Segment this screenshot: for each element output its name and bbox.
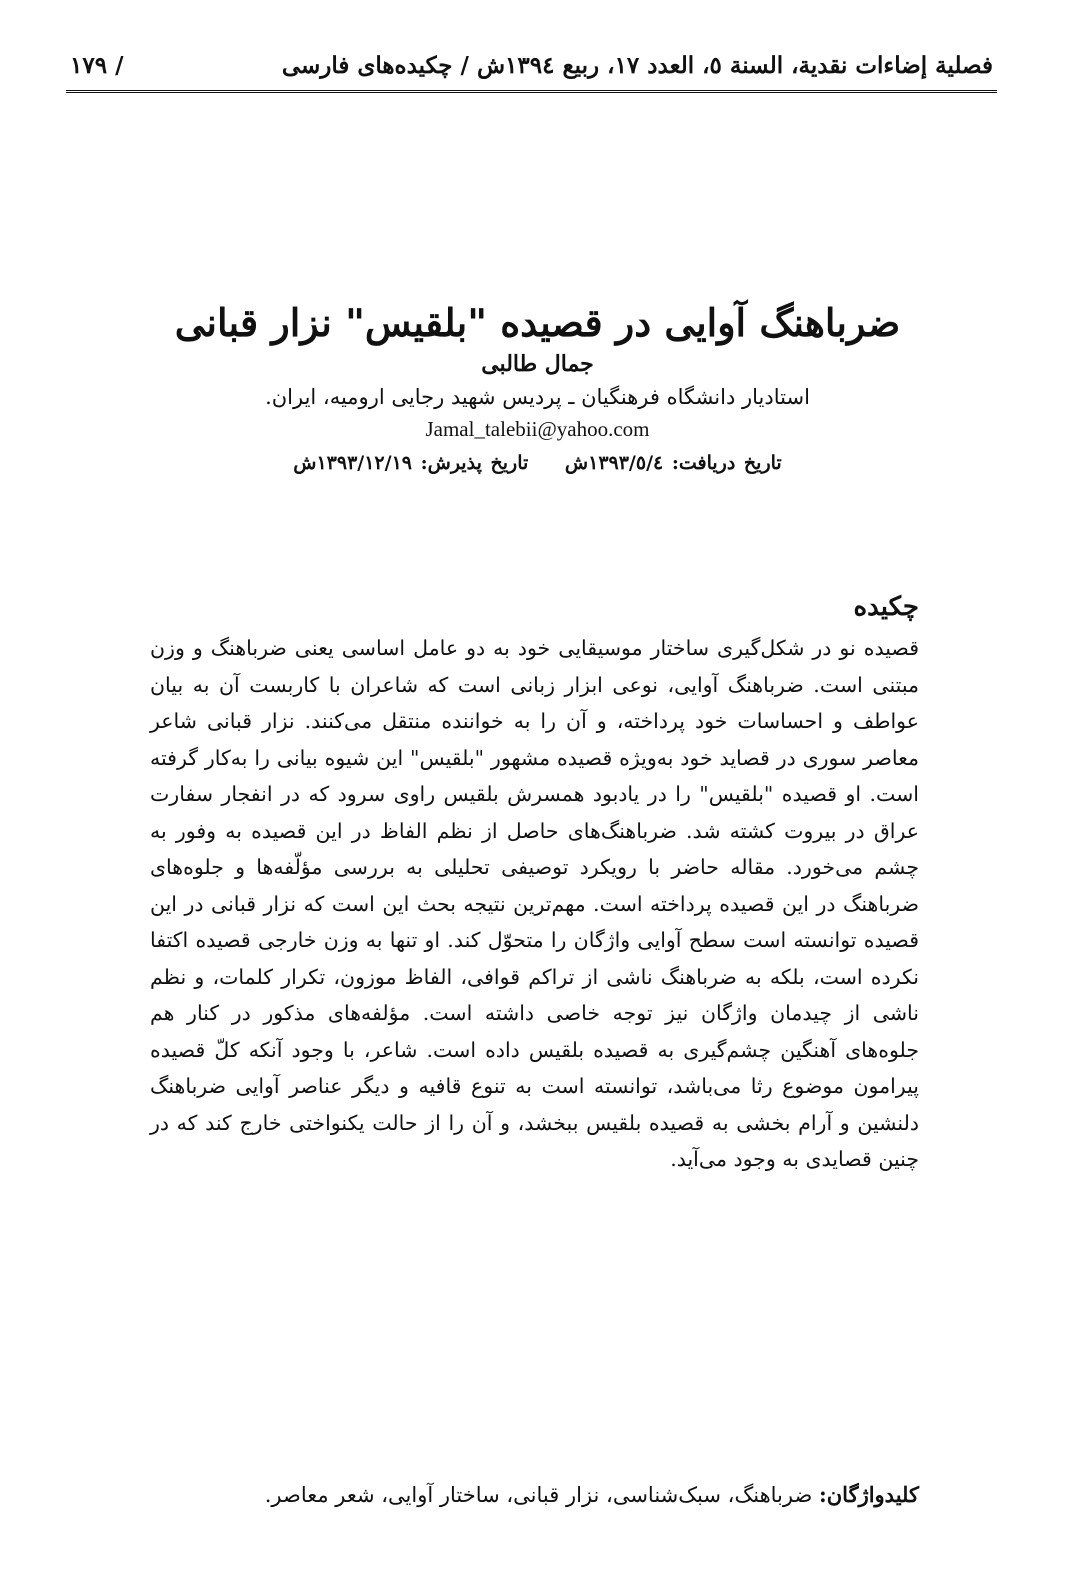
journal-info: فصلية إضاءات نقدية، السنة ٥، العدد ١٧، ربيع ١٣٩٤ش / چکیده‌های فارسی <box>281 51 993 79</box>
keywords <box>150 1482 919 1507</box>
title-block <box>100 300 975 474</box>
abstract-heading: چکیده <box>853 592 919 622</box>
running-header <box>66 40 997 93</box>
abstract-body: قصیده نو در شکل‌گیری ساختار موسیقایی خود به دو عامل اساسی یعنی ضرباهنگ و وزن مبتنی است. ضرباهنگ آوایی، نوعی ابزار زبانی است که شاعران با کاربست آن به بیان عواطف و احساسات خود پرداخته، و آن را به خواننده منتقل می‌کنند. نزار قبانی شاعر معاصر سوری در قصاید خود به‌ویژه قصیده مشهور "بلقیس" این شیوه بیانی را به‌کار گرفته است. او قصیده "بلقیس" را در یادبود همسرش بلقیس راوی سرود که در انفجار سفارت عراق در بیروت کشته شد. ضرباهنگ‌های حاصل از نظم الفاظ در این قصیده به وفور به چشم می‌خورد. مقاله حاضر با رویکرد توصیفی تحلیلی به بررسی مؤلّفه‌ها و جلوه‌های ضرباهنگ در این قصیده پرداخته است. مهم‌ترین نتیجه بحث این است که نزار قبانی در این قصیده توانسته است سطح آوایی واژگان را متحوّل کند. او تنها به وزن خارجی قصیده اکتفا نکرده است، بلکه به ضرباهنگ ناشی از تراکم قوافی، الفاظ موزون، تکرار کلمات، و نظم ناشی از چیدمان واژگان نیز توجه خاصی داشته است. مؤلفه‌های مذکور در کنار هم جلوه‌های آهنگین چشم‌گیری به قصیده بلقیس داده است. شاعر، با وجود آنکه کلّ قصیده پیرامون موضوع رثا می‌باشد، توانسته است به تنوع قافیه و دیگر عناصر آوایی ضرباهنگ دلنشین و آرام بخشی به قصیده بلقیس ببخشد، و آن را از حالت یکنواختی خارج کند که در چنین قصایدی به وجود می‌آید. <box>150 636 919 1171</box>
keywords-label: کلیدواژگان: <box>819 1482 919 1507</box>
keywords-list: ضرباهنگ، سبک‌شناسی، نزار قبانی، ساختار آوایی، شعر معاصر. <box>264 1483 813 1507</box>
page-number: / ١٧٩ <box>70 51 124 79</box>
author-email: Jamal_talebii@yahoo.com <box>425 417 650 441</box>
article-dates <box>100 452 975 474</box>
author-name: جمال طالبی <box>481 351 594 377</box>
article-title: ضرباهنگ آوایی در قصیده "بلقیس" نزار قبانی <box>174 300 901 345</box>
author-affiliation: استادیار دانشگاه فرهنگیان ـ پردیس شهید رجایی ارومیه، ایران. <box>265 385 810 409</box>
accepted-date: تاریخ پذیرش: ١٣٩٣/١٢/١٩ش <box>293 452 529 474</box>
received-date: تاریخ دریافت: ١٣٩٣/٥/٤ش <box>564 452 782 474</box>
